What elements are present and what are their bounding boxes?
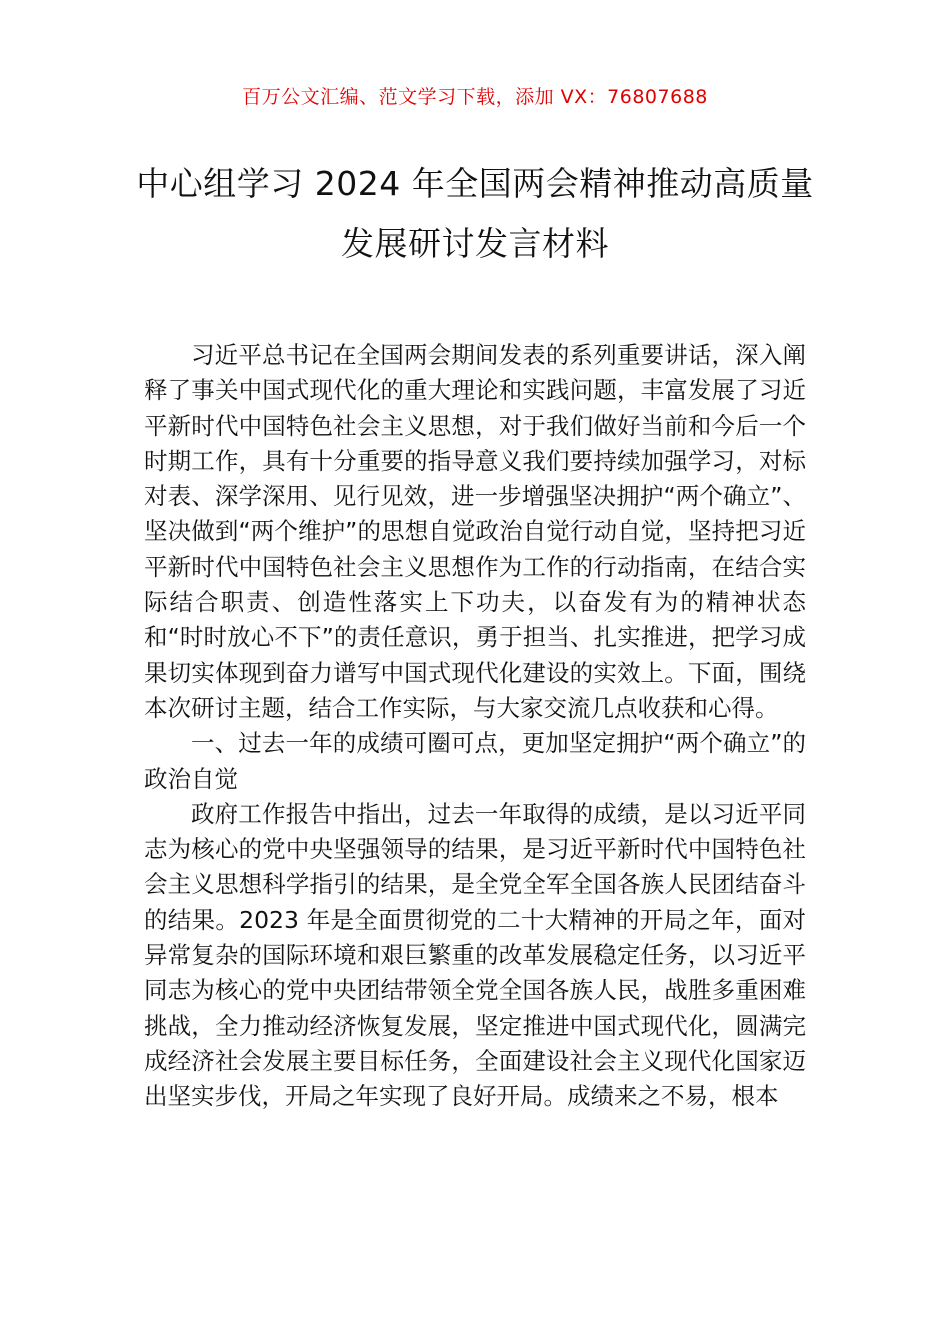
section-heading: 一、过去一年的成绩可圈可点，更加坚定拥护“两个确立”的政治自觉 [144, 729, 806, 793]
intro-paragraph: 习近平总书记在全国两会期间发表的系列重要讲话，深入阐释了事关中国式现代化的重大理论和实践问题，丰富发展了习近平新时代中国特色社会主义思想，对于我们做好当前和今后一个时期工作，具有十分重要的指导意义我们要持续加强学习，对标对表、深学深用、见行见效，进一步增强坚决拥护“两个确立”、坚决做到“两个维护”的思想自觉政治自觉行动自觉，坚持把习近平新时代中国特色社会主义思想作为工作的行动指南，在结合实际结合职责、创造性落实上下功夫，以奋发有为的精神状态和“时时放心不下”的责任意识，勇于担当、扎实推进，把学习成果切实体现到奋力谱写中国式现代化建设的实效上。下面，围绕本次研讨主题，结合工作实际，与大家交流几点收获和心得。 [144, 341, 806, 722]
header-promo-note: 百万公文汇编、范文学习下载，添加 VX：76807688 [242, 86, 708, 108]
document-title: 中心组学习 2024 年全国两会精神推动高质量发展研讨发言材料 [136, 164, 814, 263]
document-body [144, 338, 806, 1115]
body-paragraph: 政府工作报告中指出，过去一年取得的成绩，是以习近平同志为核心的党中央坚强领导的结果，是习近平新时代中国特色社会主义思想科学指引的结果，是全党全军全国各族人民团结奋斗的结果。2023 年是全面贯彻党的二十大精神的开局之年，面对异常复杂的国际环境和艰巨繁重的改革发展稳定任务，以习近平同志为核心的党中央团结带领全党全国各族人民，战胜多重困难挑战，全力推动经济恢复发展，坚定推进中国式现代化，圆满完成经济社会发展主要目标任务，全面建设社会主义现代化国家迈出坚实步伐，开局之年实现了良好开局。成绩来之不易，根本 [144, 799, 806, 1111]
